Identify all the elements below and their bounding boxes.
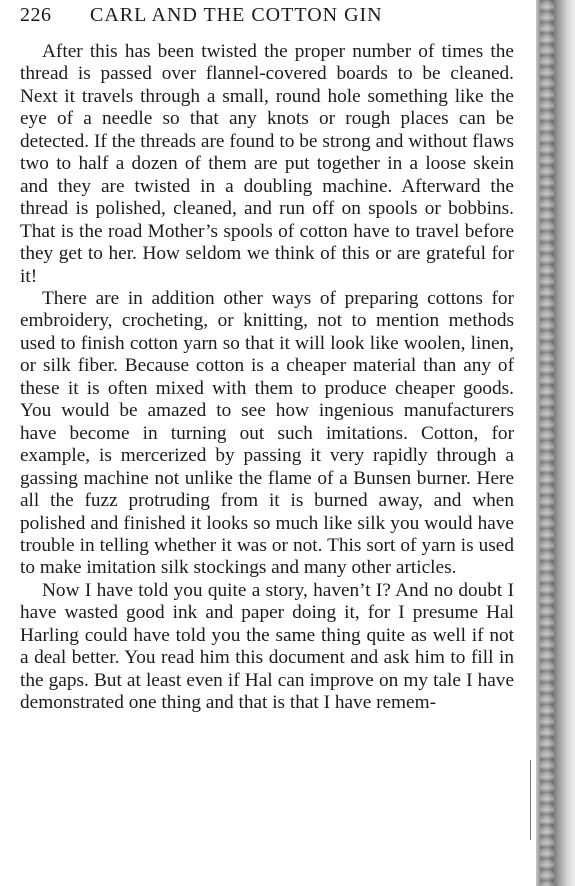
page-number: 226 [20, 4, 52, 26]
paragraph-2: There are in addition other ways of preparing cottons for embroidery, crocheting, or knitting, not to mention methods used to finish cotton yarn so that it will look like woolen, linen, or silk fiber. Because cotton is a cheaper material than any of these it is often mixed with them to produce cheaper goods. You would be amazed to see how ingenious manufacturers have become in turning out such imitations. Cotton, for example, is mercerized by passing it very rapidly through a gassing machine not unlike the flame of a Bunsen burner. Here all the fuzz protruding from it is burned away, and when polished and finished it looks so much like silk you would have trouble in telling whether it was or not. This sort of yarn is used to make imitation silk stockings and many other articles. [20, 287, 514, 579]
paragraph-3: Now I have told you quite a story, haven’t I? And no doubt I have wasted good ink and paper doing it, for I presume Hal Harling could have told you the same thing quite as well if not a deal better. You read him this document and ask him to fill in the gaps. But at least even if Hal can improve on my tale I have demonstrated one thing and that is that I have remem- [20, 579, 514, 714]
page-header [20, 4, 520, 30]
paragraph-1: After this has been twisted the proper number of times the thread is passed over flannel-covered boards to be cleaned. Next it travels through a small, round hole something like the eye of a needle so that any knots or rough places can be detected. If the threads are found to be strong and without flaws two to half a dozen of them are put together in a loose skein and they are twisted in a doubling machine. Afterward the thread is polished, cleaned, and run off on spools or bobbins. That is the road Mother’s spools of cotton have to travel before they get to her. How seldom we think of this or are grateful for it! [20, 41, 514, 287]
running-head: CARL AND THE COTTON GIN [90, 4, 383, 26]
body-text [20, 41, 514, 715]
gutter-texture [540, 0, 554, 886]
page-edge-mark [530, 760, 535, 840]
